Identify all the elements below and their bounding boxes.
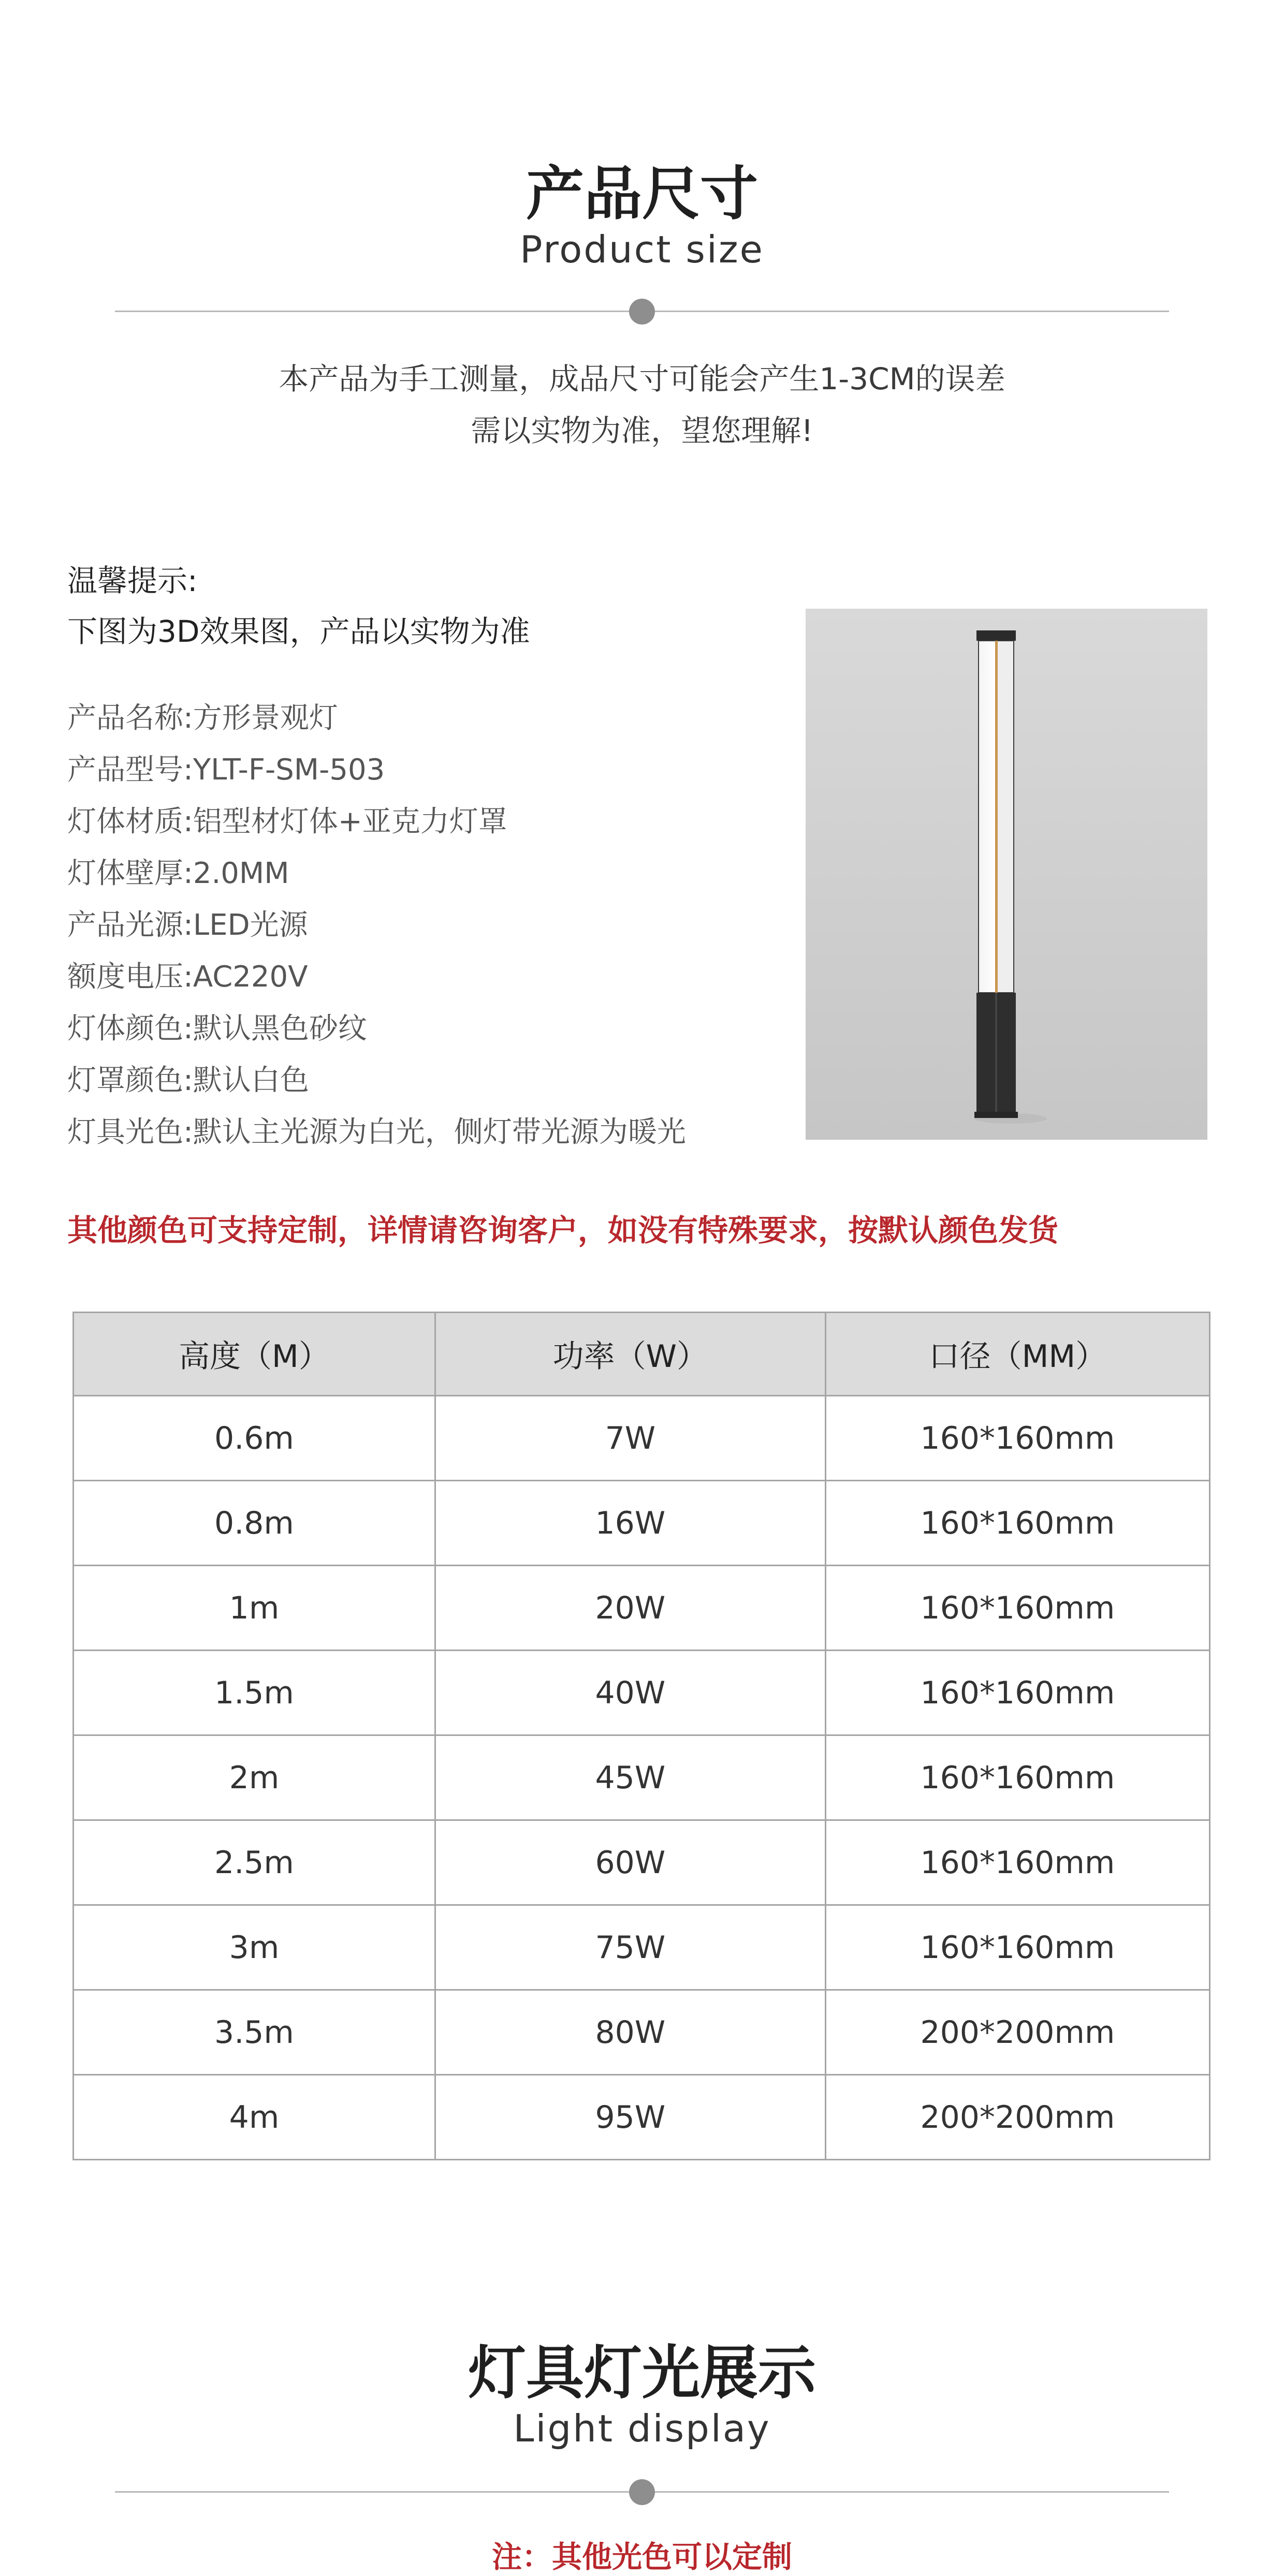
- table-cell: 95W: [435, 2075, 825, 2160]
- table-row: [74, 1396, 1210, 1481]
- table-cell: 160*160mm: [825, 1820, 1209, 1905]
- table-cell: 200*200mm: [825, 2075, 1209, 2160]
- table-row: [74, 1735, 1210, 1820]
- table-cell: 60W: [435, 1820, 825, 1905]
- table-row: [74, 1990, 1210, 2075]
- divider-dot-icon: [629, 299, 655, 325]
- table-cell: 20W: [435, 1566, 825, 1651]
- spec-item: 灯具光色:默认主光源为白光，侧灯带光源为暖光: [67, 1115, 686, 1149]
- table-row: [74, 1651, 1210, 1735]
- table-cell: 40W: [435, 1651, 825, 1735]
- intro-line-1: 本产品为手工测量，成品尺寸可能会产生1-3CM的误差: [279, 361, 1005, 396]
- table-cell: 160*160mm: [825, 1566, 1209, 1651]
- table-cell: 2m: [74, 1735, 435, 1820]
- spec-item: 灯罩颜色:默认白色: [67, 1064, 309, 1097]
- divider-dot-icon: [629, 2479, 655, 2505]
- intro-line-2: 需以实物为准，望您理解!: [471, 413, 813, 448]
- spec-item: 产品型号:YLT-F-SM-503: [67, 753, 385, 787]
- section-subtitle-light-display: Light display: [513, 2407, 771, 2450]
- lamp-post-illustration: [806, 609, 1207, 1140]
- table-row: [74, 1481, 1210, 1566]
- table-cell: 7W: [435, 1396, 825, 1481]
- table-cell: 1.5m: [74, 1651, 435, 1735]
- table-cell: 3m: [74, 1905, 435, 1990]
- spec-item: 产品光源:LED光源: [67, 908, 308, 942]
- product-image: [806, 609, 1207, 1140]
- table-cell: 1m: [74, 1566, 435, 1651]
- table-cell: 200*200mm: [825, 1990, 1209, 2075]
- column-header-diameter: 口径（MM）: [825, 1313, 1209, 1396]
- table-row: [74, 1820, 1210, 1905]
- table-cell: 160*160mm: [825, 1905, 1209, 1990]
- table-cell: 160*160mm: [825, 1481, 1209, 1566]
- section-title-light-display: 灯具灯光展示: [468, 2339, 816, 2407]
- light-color-note: 注：其他光色可以定制: [491, 2539, 792, 2574]
- section-title-product-size: 产品尺寸: [526, 160, 758, 228]
- table-cell: 4m: [74, 2075, 435, 2160]
- column-header-height: 高度（M）: [74, 1313, 435, 1396]
- spec-item: 灯体壁厚:2.0MM: [67, 857, 289, 890]
- table-cell: 75W: [435, 1905, 825, 1990]
- table-cell: 160*160mm: [825, 1651, 1209, 1735]
- table-header-row: [74, 1313, 1210, 1396]
- spec-item: 灯体材质:铝型材灯体+亚克力灯罩: [67, 805, 507, 838]
- table-cell: 160*160mm: [825, 1396, 1209, 1481]
- table-cell: 2.5m: [74, 1820, 435, 1905]
- spec-table: [72, 1312, 1210, 2160]
- table-cell: 0.8m: [74, 1481, 435, 1566]
- table-cell: 80W: [435, 1990, 825, 2075]
- table-cell: 0.6m: [74, 1396, 435, 1481]
- custom-color-notice: 其他颜色可支持定制，详情请咨询客户，如没有特殊要求，按默认颜色发货: [67, 1213, 1059, 1248]
- table-cell: 45W: [435, 1735, 825, 1820]
- table-cell: 3.5m: [74, 1990, 435, 2075]
- spec-item: 灯体颜色:默认黑色砂纹: [67, 1012, 367, 1046]
- table-cell: 16W: [435, 1481, 825, 1566]
- tips-title: 温馨提示:: [67, 563, 198, 598]
- table-row: [74, 1905, 1210, 1990]
- tips-subtitle: 下图为3D效果图，产品以实物为准: [67, 614, 530, 649]
- column-header-power: 功率（W）: [435, 1313, 825, 1396]
- spec-item: 额度电压:AC220V: [67, 960, 308, 994]
- table-row: [74, 1566, 1210, 1651]
- table-cell: 160*160mm: [825, 1735, 1209, 1820]
- table-row: [74, 2075, 1210, 2160]
- spec-item: 产品名称:方形景观灯: [67, 701, 338, 735]
- section-subtitle-product-size: Product size: [520, 228, 764, 271]
